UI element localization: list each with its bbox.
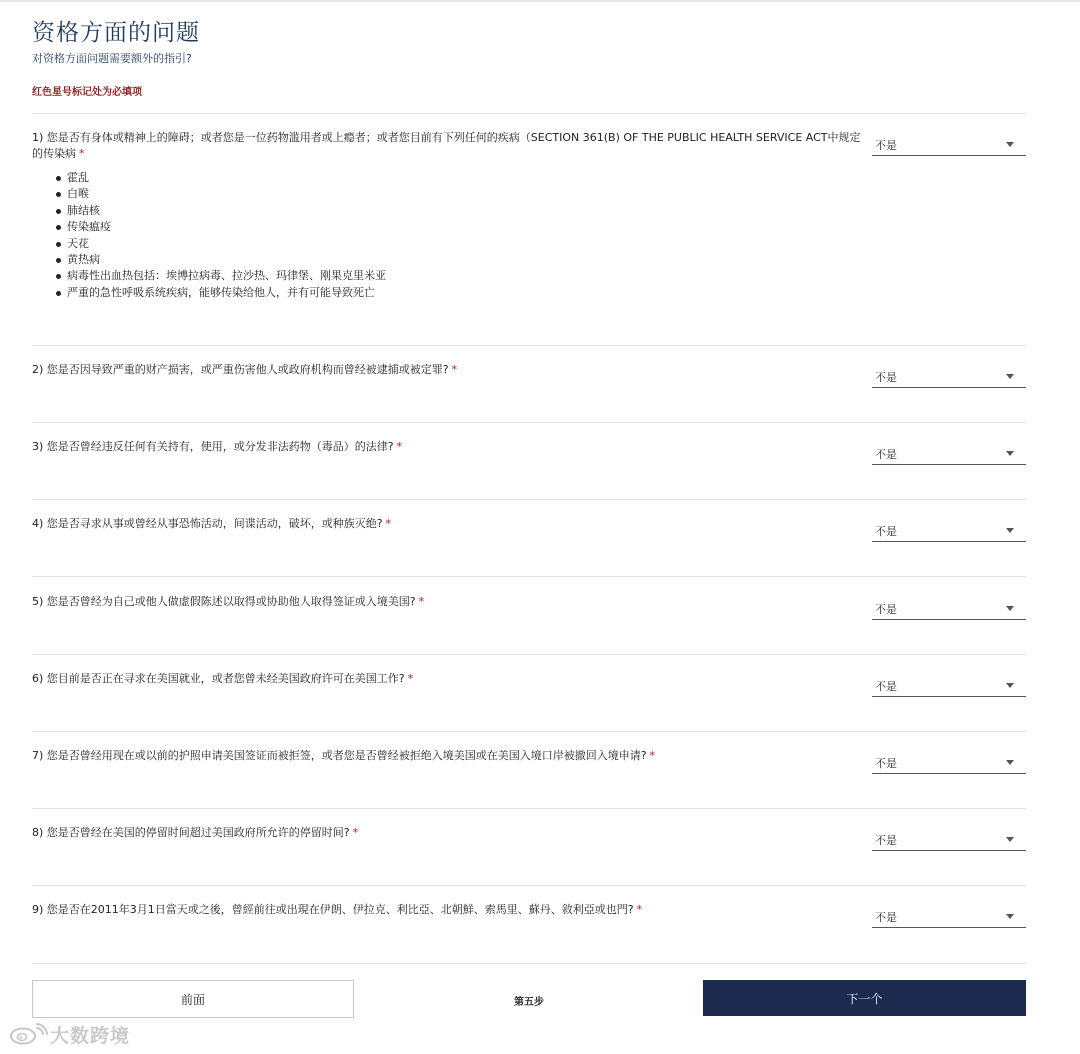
question-7-text: 7) 您是否曾经用现在或以前的护照申请美国签证而被拒签，或者您是否曾经被拒绝入境美国或在美国入境口岸被撤回入境申请? [32, 749, 647, 762]
list-item: 天花 [56, 236, 386, 252]
select-value: 不是 [875, 680, 897, 693]
step-indicator: 第五步 [514, 997, 544, 1008]
required-star: * [385, 517, 392, 530]
question-3 [32, 439, 862, 455]
divider [32, 963, 1026, 964]
question-1-text: 1) 您是否有身体或精神上的障碍；或者您是一位药物滥用者或上瘾者；或者您目前有下列任何的疾病（SECTION 361(B) OF THE PUBLIC HEALTH SERVICE ACT中规定的传染病 [32, 131, 861, 160]
question-2-text: 2) 您是否因导致严重的财产损害，或严重伤害他人或政府机构而曾经被逮捕或被定罪? [32, 363, 449, 376]
question-6-text: 6) 您目前是否正在寻求在美国就业，或者您曾未经美国政府许可在美国工作? [32, 672, 405, 685]
dropdown-arrow-icon [1006, 374, 1014, 379]
required-star: * [396, 440, 403, 453]
question-5-text: 5) 您是否曾经为自己或他人做虚假陈述以取得或协助他人取得签证或入境美国? [32, 595, 416, 608]
answer-select-8[interactable] [872, 827, 1026, 851]
divider [32, 885, 1026, 886]
dropdown-arrow-icon [1006, 142, 1014, 147]
divider [32, 654, 1026, 655]
question-7 [32, 748, 862, 764]
answer-select-6[interactable] [872, 673, 1026, 697]
disease-list [56, 170, 386, 301]
answer-select-5[interactable] [872, 596, 1026, 620]
guide-link[interactable]: 对资格方面问题需要额外的指引? [32, 52, 192, 65]
question-9 [32, 902, 862, 918]
required-star: * [451, 363, 458, 376]
question-9-text: 9) 您是否在2011年3月1日當天或之後，曾經前往或出現在伊朗、伊拉克、利比亞、北朝鮮、索馬里、蘇丹、敘利亞或也門? [32, 903, 634, 916]
divider [32, 499, 1026, 500]
page-title: 资格方面的问题 [32, 20, 200, 46]
question-2 [32, 362, 862, 378]
divider [32, 345, 1026, 346]
answer-select-4[interactable] [872, 518, 1026, 542]
list-item: 严重的急性呼吸系统疾病，能够传染给他人，并有可能导致死亡 [56, 285, 386, 301]
weibo-logo-icon [8, 1023, 48, 1045]
select-value: 不是 [875, 139, 897, 152]
next-button[interactable]: 下一个 [703, 980, 1026, 1016]
required-star: * [407, 672, 414, 685]
dropdown-arrow-icon [1006, 683, 1014, 688]
answer-select-9[interactable] [872, 904, 1026, 928]
list-item: 霍乱 [56, 170, 386, 186]
answer-select-7[interactable] [872, 750, 1026, 774]
dropdown-arrow-icon [1006, 760, 1014, 765]
select-value: 不是 [875, 603, 897, 616]
answer-select-1[interactable] [872, 132, 1026, 156]
watermark [8, 1020, 130, 1048]
select-value: 不是 [875, 525, 897, 538]
list-item: 病毒性出血热包括：埃博拉病毒、拉沙热、玛律堡、刚果克里米亚 [56, 268, 386, 284]
list-item: 白喉 [56, 186, 386, 202]
dropdown-arrow-icon [1006, 528, 1014, 533]
list-item: 传染瘟疫 [56, 219, 386, 235]
dropdown-arrow-icon [1006, 606, 1014, 611]
select-value: 不是 [875, 834, 897, 847]
select-value: 不是 [875, 757, 897, 770]
question-5 [32, 594, 862, 610]
answer-select-3[interactable] [872, 441, 1026, 465]
question-8-text: 8) 您是否曾经在美国的停留时间超过美国政府所允许的停留时间? [32, 826, 350, 839]
list-item: 肺结核 [56, 203, 386, 219]
required-star: * [352, 826, 359, 839]
dropdown-arrow-icon [1006, 451, 1014, 456]
question-8 [32, 825, 862, 841]
required-note: 红色星号标记处为必填项 [32, 87, 142, 98]
select-value: 不是 [875, 371, 897, 384]
divider [32, 808, 1026, 809]
divider [32, 731, 1026, 732]
divider [32, 422, 1026, 423]
question-3-text: 3) 您是否曾经违反任何有关持有，使用，或分发非法药物（毒品）的法律? [32, 440, 394, 453]
required-star: * [418, 595, 425, 608]
dropdown-arrow-icon [1006, 914, 1014, 919]
question-4-text: 4) 您是否寻求从事或曾经从事恐怖活动，间谍活动，破坏，或种族灭绝? [32, 517, 383, 530]
required-star: * [79, 147, 85, 160]
select-value: 不是 [875, 448, 897, 461]
required-star: * [636, 903, 643, 916]
required-star: * [649, 749, 656, 762]
divider [32, 576, 1026, 577]
question-4 [32, 516, 862, 532]
question-1 [32, 130, 862, 162]
select-value: 不是 [875, 911, 897, 924]
list-item: 黄热病 [56, 252, 386, 268]
answer-select-2[interactable] [872, 364, 1026, 388]
dropdown-arrow-icon [1006, 837, 1014, 842]
previous-button[interactable]: 前面 [32, 980, 354, 1018]
divider [32, 113, 1026, 114]
watermark-text: 大数跨境 [50, 1024, 131, 1047]
top-border [0, 0, 1080, 2]
question-6 [32, 671, 862, 687]
